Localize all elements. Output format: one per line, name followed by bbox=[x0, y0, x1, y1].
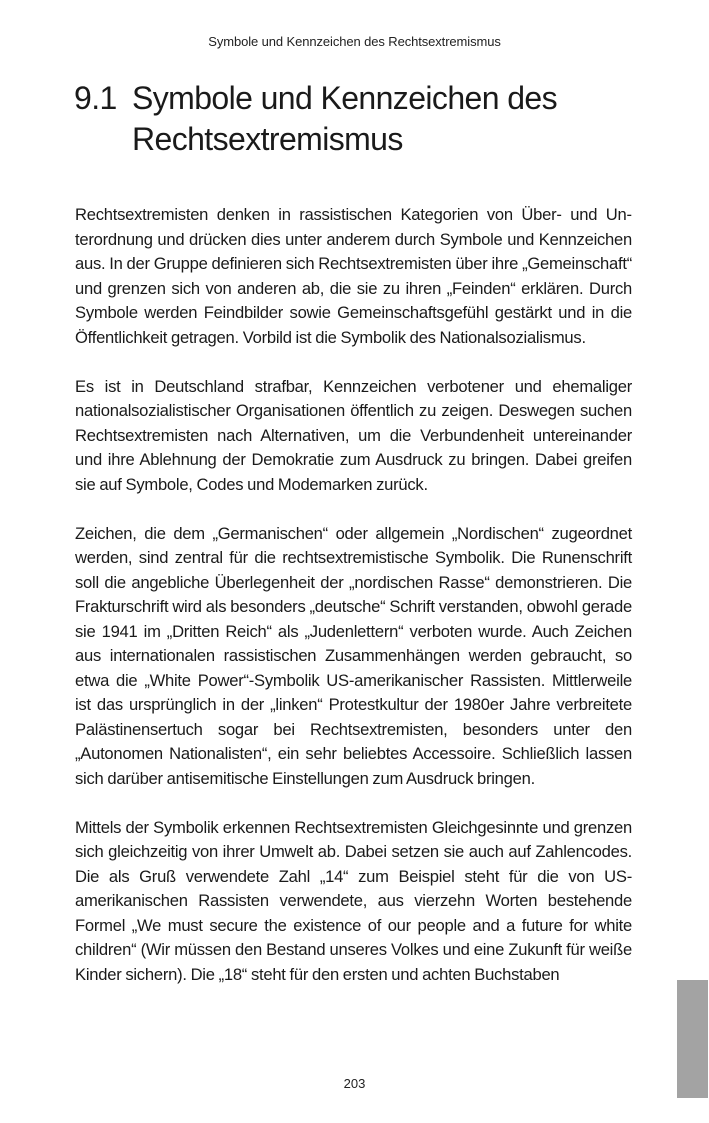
running-header: Symbole und Kennzeichen des Rechtsextremismus bbox=[208, 34, 501, 49]
chapter-title: Symbole und Kennzeichen des Rechtsextremismus bbox=[132, 80, 557, 157]
chapter-number: 9.1 bbox=[74, 80, 117, 116]
chapter-thumb-tab bbox=[677, 980, 708, 1098]
paragraph-nordic-symbols: Zeichen, die dem „Germanischen“ oder allgemein „Nordischen“ zugeordnet werden, sind zentral für die rechtsextremistische Symbolik. Die Runenschrift soll die angebliche Überlegenheit der „nordischen Rasse“ demonstrieren. Die Frakturschrift wird als besonders „deutsche“ Schrift verstanden, obwohl gerade sie 1941 im „Dritten Reich“ als „Judenlettern“ verboten wurde. Auch Zeichen aus internationalen rassistischen Zusammenhängen werden gebraucht, so etwa die „White Power“-Symbolik US-amerikanischer Rassisten. Mittlerweile ist das ursprünglich in der „linken“ Protestkultur der 1980er Jahre verbreitete Palästinensertuch sogar bei Rechtsextremisten, besonders unter den „Autonomen Nationalisten“, ein sehr beliebtes Accessoire. Schließlich lassen sich darüber antisemitische Einstellungen zum Ausdruck bringen. bbox=[75, 523, 632, 788]
paragraph-legal: Es ist in Deutschland strafbar, Kennzeichen verbotener und ehemaliger nationalsozialistischer Organisationen öffentlich zu zeigen. Deswegen suchen Rechtsextremisten nach Alternativen, um die Verbundenheit untereinander und ihre Ablehnung der Demokratie zum Ausdruck zu bringen. Dabei greifen sie auf Symbole, Codes und Modemarken zurück. bbox=[75, 376, 632, 494]
body-text bbox=[75, 203, 632, 987]
paragraph-intro: Rechtsextremisten denken in rassistischen Kategorien von Über- und Unterordnung und drücken dies unter anderem durch Symbole und Kennzeichen aus. In der Gruppe definieren sich Rechtsextremisten über ihre „Gemeinschaft“ und grenzen sich von anderen ab, die sie zu ihren „Feinden“ erklären. Durch Symbole werden Feindbilder sowie Gemeinschaftsgefühl gestärkt und in die Öffentlichkeit getragen. Vorbild ist die Symbolik des Nationalsozialismus. bbox=[75, 205, 632, 347]
paragraph-number-codes: Mittels der Symbolik erkennen Rechtsextremisten Gleichgesinnte und grenzen sich gleichzeitig von ihrer Umwelt ab. Dabei setzen sie auch auf Zahlencodes. Die als Gruß verwendete Zahl „14“ zum Beispiel steht für die von US-amerikanischen Rassisten verwendete, aus vierzehn Worten bestehende Formel „We must secure the existence of our people and a future for white children“ (Wir müssen den Bestand unseres Volkes und eine Zukunft für weiße Kinder sichern). Die „18“ steht für den ersten und achten Buchstaben bbox=[75, 817, 632, 984]
chapter-heading bbox=[74, 78, 634, 160]
page-number: 203 bbox=[343, 1076, 366, 1091]
